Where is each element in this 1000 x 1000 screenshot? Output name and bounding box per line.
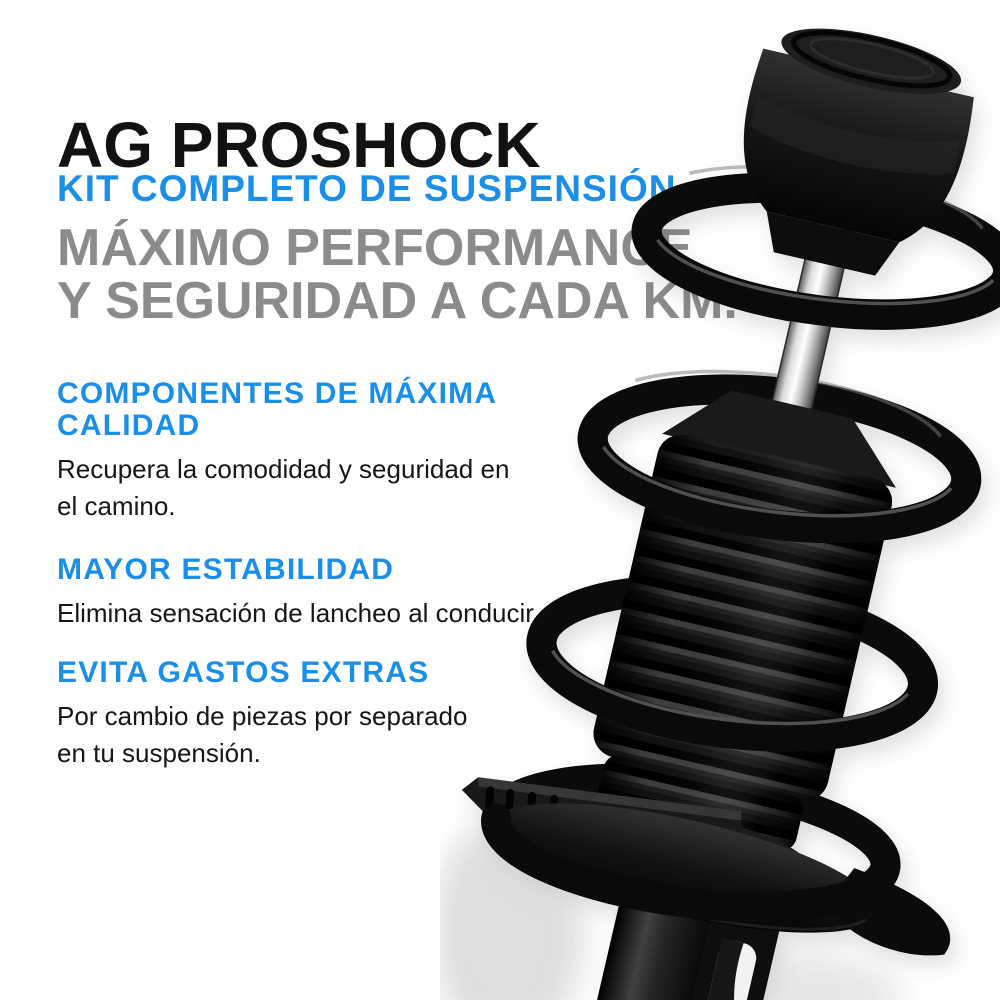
feature-gastos	[57, 657, 467, 772]
feature-heading: EVITA GASTOS EXTRAS	[57, 656, 430, 689]
feature-heading: COMPONENTES DE MÁXIMA CALIDAD	[57, 377, 498, 442]
kit-subtitle: KIT COMPLETO DE SUSPENSIÓN	[57, 167, 677, 209]
headline-line1: MÁXIMO PERFORMANCE	[57, 219, 693, 277]
feature-heading: MAYOR ESTABILIDAD	[57, 553, 395, 586]
suspension-strut-photo	[440, 0, 1000, 1000]
feature-body: Por cambio de piezas por separado en tu suspensión.	[57, 701, 468, 768]
feature-body: Recupera la comodidad y seguridad en el camino.	[57, 454, 510, 521]
headline-line2: Y SEGURIDAD A CADA KM.	[57, 272, 738, 330]
feature-body: Elimina sensación de lancheo al conducir.	[57, 598, 540, 628]
strut-assembly	[440, 0, 1000, 1000]
brand-title: AG PROSHOCK	[57, 108, 541, 181]
top-mount	[716, 11, 985, 289]
